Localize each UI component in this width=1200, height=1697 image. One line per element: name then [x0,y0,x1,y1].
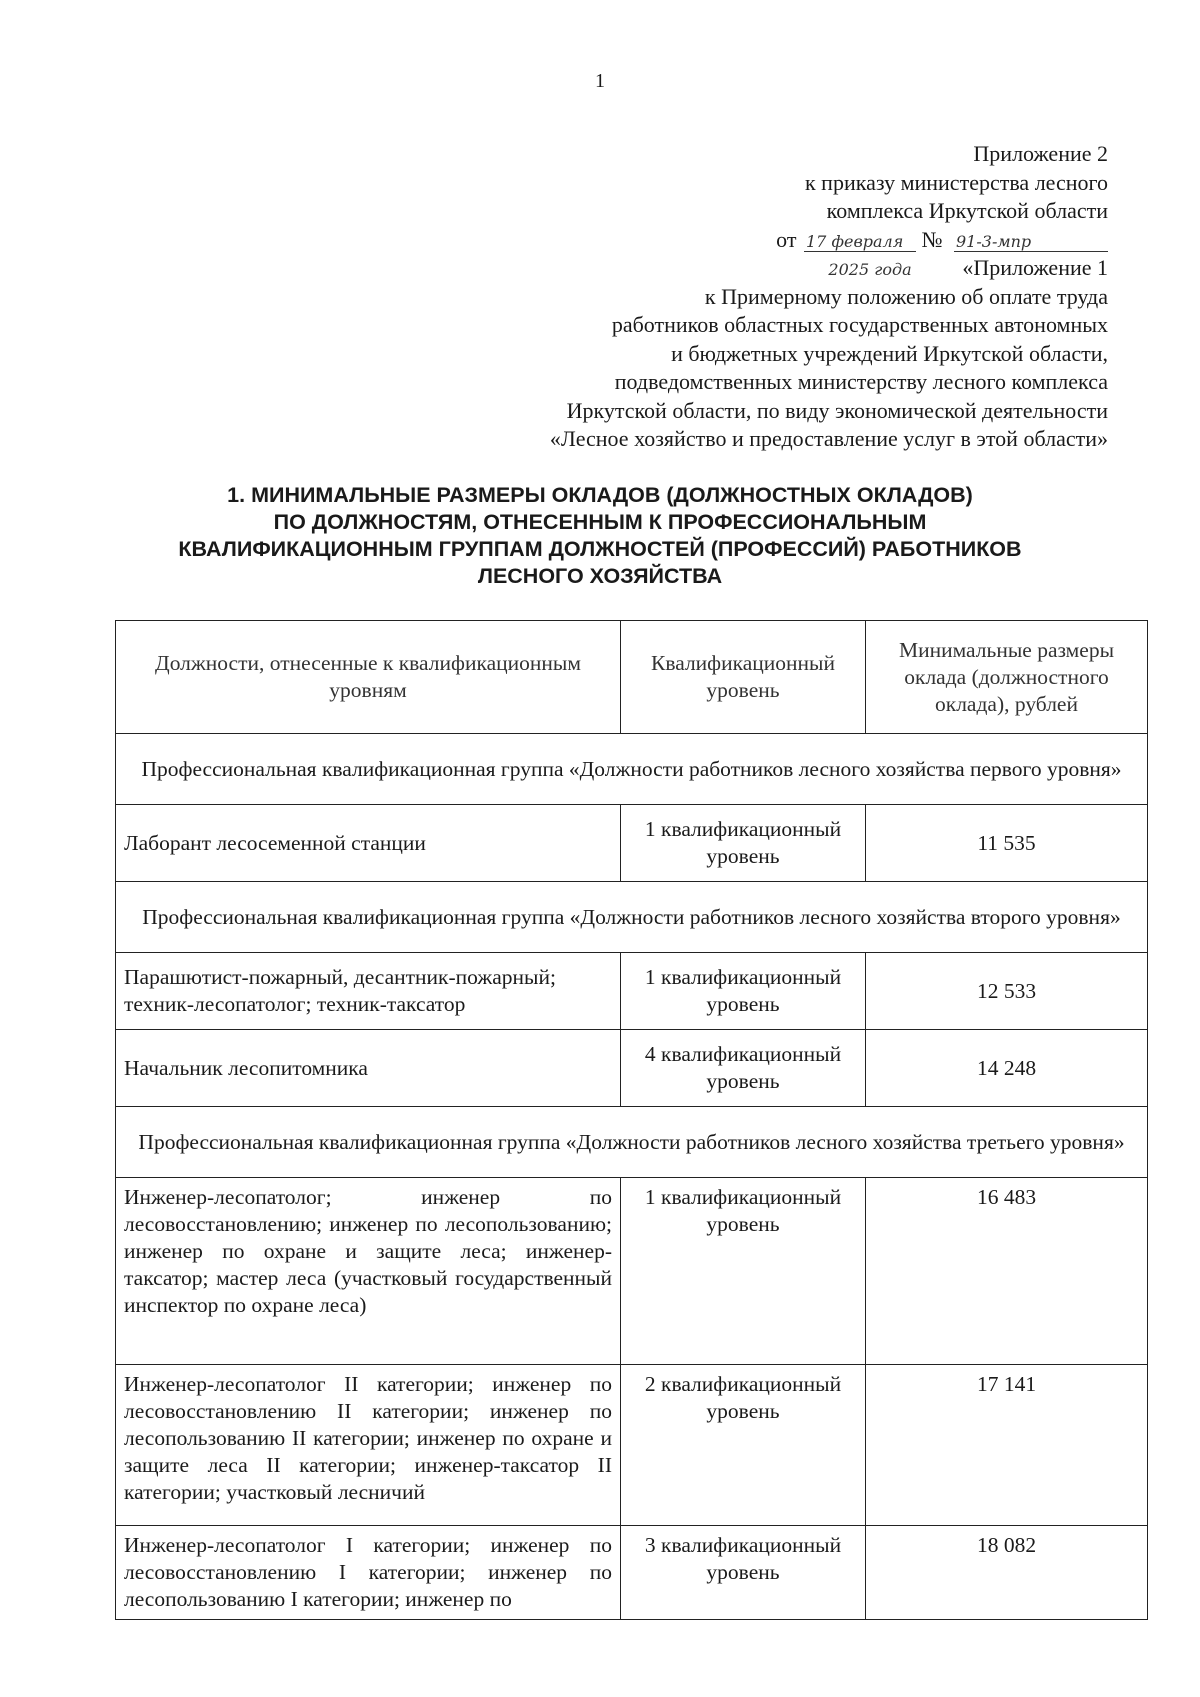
level-cell: 1 квалификационный уровень [621,953,866,1030]
group-title: Профессиональная квалификационная группа «Должности работников лесного хозяйства второго уровня» [116,882,1148,953]
group-title: Профессиональная квалификационная группа «Должности работников лесного хозяйства третьего уровня» [116,1107,1148,1178]
appendix-line: «Лесное хозяйство и предоставление услуг в этой области» [549,426,1108,451]
header-level: Квалификационный уровень [621,621,866,734]
group-row [116,734,1148,805]
salary-cell: 14 248 [866,1030,1148,1107]
appendix-line [388,254,1108,283]
appendix-line: Иркутской области, по виду экономической деятельности [566,397,1108,423]
table-row [116,1178,1148,1365]
position-cell: Лаборант лесосеменной станции [116,805,621,882]
appendix-line: к Примерному положению об оплате труда [704,283,1108,309]
header-line: Приложение 2 [973,141,1108,166]
order-line [388,226,1108,255]
salary-cell: 18 082 [866,1526,1148,1620]
header-positions: Должности, отнесенные к квалификационным уровням [116,621,621,734]
level-cell: 4 квалификационный уровень [621,1030,866,1107]
table-row [116,1526,1148,1620]
appendix-title: «Приложение 1 [962,255,1108,280]
page-number: 1 [595,70,605,92]
header-line: к приказу министерства лесного [804,169,1108,195]
table-row [116,953,1148,1030]
level-cell: 2 квалификационный уровень [621,1365,866,1526]
salary-cell: 11 535 [866,805,1148,882]
table-row [116,1365,1148,1526]
title-line: ПО ДОЛЖНОСТЯМ, ОТНЕСЕННЫМ К ПРОФЕССИОНАЛЬНЫМ [273,510,927,534]
group-row [116,882,1148,953]
salary-cell: 16 483 [866,1178,1148,1365]
title-line: ЛЕСНОГО ХОЗЯЙСТВА [477,564,723,588]
section-title [130,482,1070,590]
position-cell: Инженер-лесопатолог; инженер по лесовосстановлению; инженер по лесопользованию; инженер по охране и защите леса; инженер-таксатор; мастер леса (участковый государственный инспектор по охране леса) [116,1178,621,1365]
title-line: 1. МИНИМАЛЬНЫЕ РАЗМЕРЫ ОКЛАДОВ (ДОЛЖНОСТНЫХ ОКЛАДОВ) [227,483,973,507]
group-row [116,1107,1148,1178]
order-number-sign: № [921,226,943,252]
salary-table [115,620,1148,1620]
level-cell: 1 квалификационный уровень [621,805,866,882]
handwritten-order-number: 91-3-мпр [954,233,1108,252]
table-header-row [116,621,1148,734]
position-cell: Начальник лесопитомника [116,1030,621,1107]
position-cell: Парашютист-пожарный, десантник-пожарный; техник-лесопатолог; техник-таксатор [116,953,621,1030]
level-cell: 1 квалификационный уровень [621,1178,866,1365]
table-row [116,1030,1148,1107]
level-cell: 3 квалификационный уровень [621,1526,866,1620]
header-salary: Минимальные размеры оклада (должностного оклада), рублей [866,621,1148,734]
salary-cell: 17 141 [866,1365,1148,1526]
position-cell: Инженер-лесопатолог II категории; инженер по лесовосстановлению II категории; инженер по лесопользованию II категории; инженер по охране и защите леса II категории; инженер-таксатор II категории; участковый лесничий [116,1365,621,1526]
header-line: комплекса Иркутской области [826,198,1108,223]
title-line: КВАЛИФИКАЦИОННЫМ ГРУППАМ ДОЛЖНОСТЕЙ (ПРОФЕССИЙ) РАБОТНИКОВ [178,537,1022,561]
table-row [116,805,1148,882]
appendix-line: и бюджетных учреждений Иркутской области, [671,340,1108,366]
handwritten-order-year: 2025 года [828,260,912,279]
salary-cell: 12 533 [866,953,1148,1030]
order-prefix: от [776,226,797,252]
position-cell: Инженер-лесопатолог I категории; инженер по лесовосстановлению I категории; инженер по лесопользованию I категории; инженер по [116,1526,621,1620]
group-title: Профессиональная квалификационная группа «Должности работников лесного хозяйства первого уровня» [116,734,1148,805]
appendix-line: подведомственных министерству лесного комплекса [614,369,1108,394]
appendix-line: работников областных государственных автономных [611,312,1108,337]
handwritten-order-date: 17 февраля [804,233,916,252]
appendix-header [388,140,1108,454]
